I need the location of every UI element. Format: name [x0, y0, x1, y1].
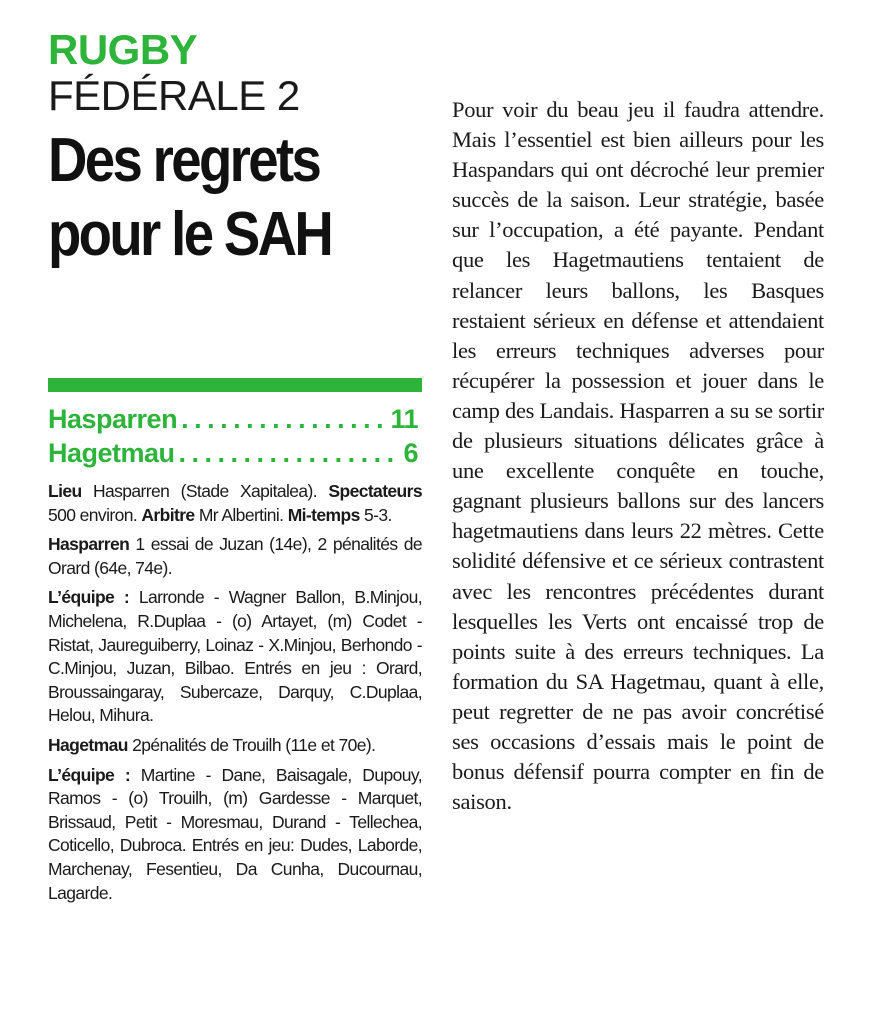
score-row-away [48, 436, 418, 470]
away-scoring-value: 2pénalités de Trouilh (11e et 70e). [127, 734, 376, 755]
home-lineup [48, 586, 422, 728]
home-team-score: 11 [390, 404, 418, 434]
kicker-rugby: RUGBY [48, 26, 198, 73]
dot-leader [181, 402, 386, 436]
arbitre-label: Arbitre [141, 504, 195, 525]
away-team-name: Hagetmau [48, 438, 175, 468]
away-lineup-label: L’équipe : [48, 764, 131, 785]
home-lineup-value: Larronde - Wagner Ballon, B.Minjou, Michelena, R.Duplaa - (o) Artayet, (m) Codet - Ristat, Jaureguiberry, Loinaz - X.Minjou, Berhondo - C.Minjou, Juzan, Bilbao. Entrés en jeu : Orard, Broussaingaray, Subercaze, Darquy, C.Duplaa, Helou, Mihura. [48, 587, 422, 726]
article-paragraph: Pour voir du beau jeu il faudra attendre. Mais l’essentiel est bien ailleurs pour les Haspandars qui ont décroché leur premier succès de la saison. Leur stratégie, basée sur l’occupation, a été payante. Pendant que les Hagetmautiens tentaient de relancer leurs ballons, les Basques restaient sérieux en défense et attendaient les erreurs techniques adverses pour récupérer la possession et jouer dans le camp des Landais. Hasparren a su se sortir de plusieurs situations délicates grâce à une excellente conquête en touche, gagnant plusieurs ballons sur des lancers hagetmautiens dans leurs 22 mètres. Cette solidité défensive et ce sérieux contrastent avec les rencontres précédentes durant lesquelles les Verts ont encaissé trop de points suite à des erreurs techniques. La formation du SA Hagetmau, quant à elle, peut regretter de ne pas avoir concrétisé ses occasions d’essais mais le point de bonus défensif pourra compter en fin de saison. [452, 97, 824, 815]
away-lineup [48, 764, 422, 906]
headline [48, 124, 377, 272]
away-scoring-label: Hagetmau [48, 734, 128, 755]
headline-line-1: Des regrets [48, 126, 320, 195]
match-info [48, 480, 422, 527]
green-divider [48, 378, 422, 392]
home-scoring [48, 533, 422, 580]
arbitre-value: Mr Albertini. [194, 504, 288, 525]
spectateurs-value: 500 environ. [48, 504, 142, 525]
home-lineup-label: L’équipe : [48, 587, 130, 608]
away-lineup-value: Martine - Dane, Baisagale, Dupouy, Ramos - (o) Trouilh, (m) Gardesse - Marquet, Brissaud, Petit - Moresmau, Durand - Tellechea, Coticello, Dubroca. Entrés en jeu: Dudes, Laborde, Marchenay, Fesentieu, Da Cunha, Ducournau, Lagarde. [48, 764, 422, 903]
dot-leader [179, 436, 400, 470]
spectateurs-label: Spectateurs [328, 481, 422, 501]
score-row-home [48, 402, 418, 436]
article-header [48, 28, 422, 272]
away-scoring [48, 734, 422, 758]
article-body [452, 95, 824, 817]
away-team-score: 6 [403, 438, 418, 468]
lieu-value: Hasparren (Stade Xapitalea). [81, 481, 329, 501]
section-label: FÉDÉRALE 2 [48, 72, 300, 119]
headline-line-2: pour le SAH [48, 200, 332, 269]
match-details [48, 480, 422, 911]
home-scoring-label: Hasparren [48, 534, 130, 555]
mitemps-value: 5-3. [359, 504, 392, 525]
home-scoring-value: 1 essai de Juzan (14e), 2 pénalités de Orard (64e, 74e). [48, 534, 422, 578]
mitemps-label: Mi-temps [287, 504, 360, 525]
home-team-name: Hasparren [48, 404, 178, 434]
lieu-label: Lieu [48, 481, 82, 501]
